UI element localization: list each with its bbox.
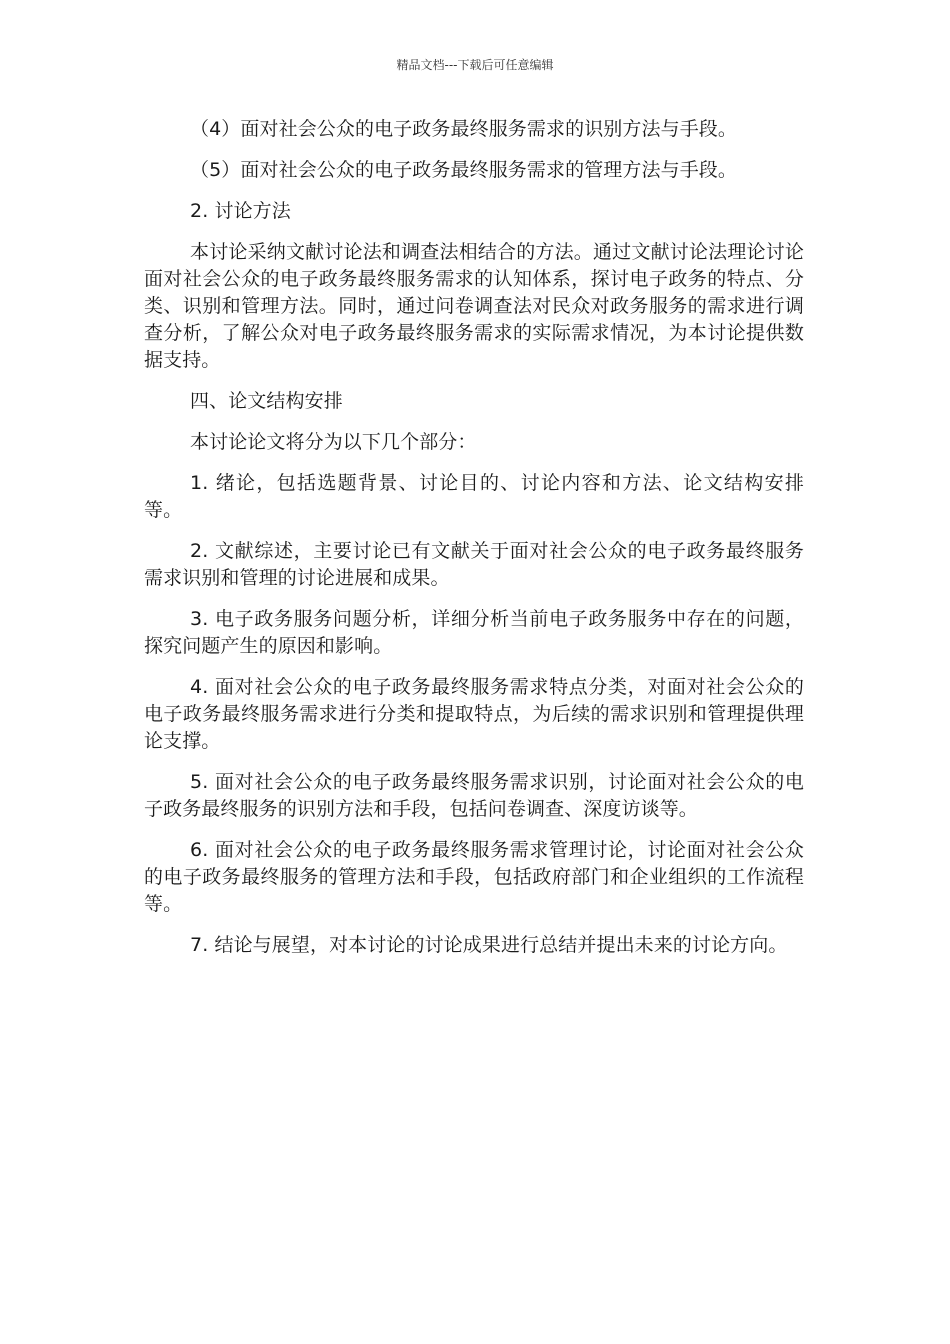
method-paragraph: 本讨论采纳文献讨论法和调查法相结合的方法。通过文献讨论法理论讨论面对社会公众的电子政务最终服务需求的认知体系，探讨电子政务的特点、分类、识别和管理方法。同时，通过问卷调查法对民众对政务服务的需求进行调查分析，了解公众对电子政务最终服务需求的实际需求情况，为本讨论提供数据支持。 bbox=[144, 241, 804, 371]
structure-item-7: 7. 结论与展望，对本讨论的讨论成果进行总结并提出未来的讨论方向。 bbox=[190, 934, 788, 956]
structure-item-1: 1. 绪论，包括选题背景、讨论目的、讨论内容和方法、论文结构安排等。 bbox=[144, 472, 804, 521]
list-item-4: （4）面对社会公众的电子政务最终服务需求的识别方法与手段。 bbox=[190, 118, 737, 140]
structure-item-6: 6. 面对社会公众的电子政务最终服务需求管理讨论，讨论面对社会公众的电子政务最终服务的管理方法和手段，包括政府部门和企业组织的工作流程等。 bbox=[144, 839, 804, 915]
structure-item-4: 4. 面对社会公众的电子政务最终服务需求特点分类，对面对社会公众的电子政务最终服务需求进行分类和提取特点，为后续的需求识别和管理提供理论支撑。 bbox=[144, 676, 804, 752]
section-heading-method: 2. 讨论方法 bbox=[190, 200, 291, 222]
structure-item-2: 2. 文献综述，主要讨论已有文献关于面对社会公众的电子政务最终服务需求识别和管理的讨论进展和成果。 bbox=[144, 540, 804, 589]
structure-item-5: 5. 面对社会公众的电子政务最终服务需求识别，讨论面对社会公众的电子政务最终服务的识别方法和手段，包括问卷调查、深度访谈等。 bbox=[144, 771, 804, 820]
section-heading-structure: 四、论文结构安排 bbox=[190, 390, 343, 412]
structure-item-3: 3. 电子政务服务问题分析，详细分析当前电子政务服务中存在的问题，探究问题产生的原因和影响。 bbox=[144, 608, 804, 657]
page-header: 精品文档---下载后可任意编辑 bbox=[396, 58, 554, 72]
document-body bbox=[144, 116, 804, 973]
list-item-5: （5）面对社会公众的电子政务最终服务需求的管理方法与手段。 bbox=[190, 159, 737, 181]
structure-intro: 本讨论论文将分为以下几个部分： bbox=[190, 431, 477, 453]
